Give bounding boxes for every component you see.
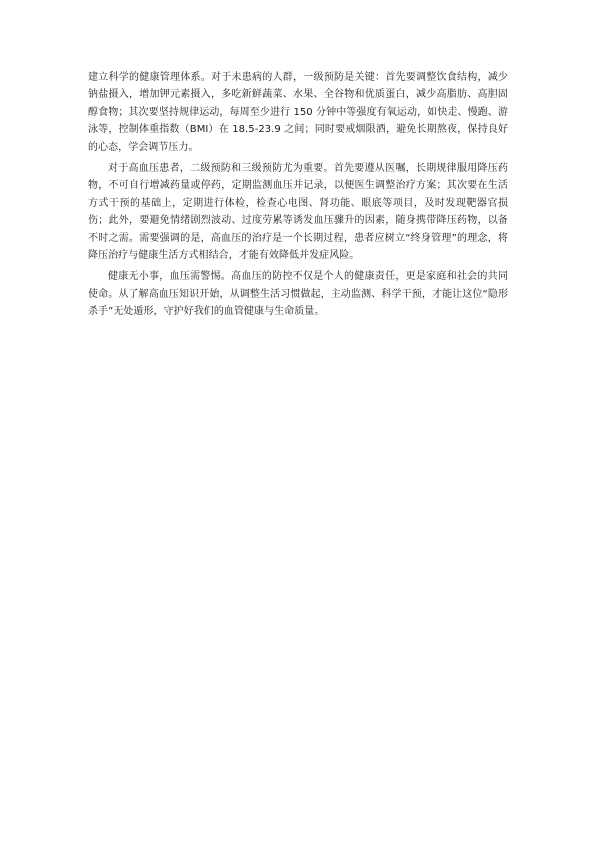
paragraph-primary-prevention: 建立科学的健康管理体系。对于未患病的人群，一级预防是关键：首先要调整饮食结构，减少钠盐摄入，增加钾元素摄入，多吃新鲜蔬菜、水果、全谷物和优质蛋白，减少高脂肪、高胆固醇食物；其次要坚持规律运动，每周至少进行 150 分钟中等强度有氧运动，如快走、慢跑、游泳等，控制体重指数（BMI）在 18.5-23.9 之间；同时要戒烟限酒，避免长期熬夜，保持良好的心态，学会调节压力。 — [88, 72, 508, 153]
paragraph-conclusion: 健康无小事，血压需警惕。高血压的防控不仅是个人的健康责任，更是家庭和社会的共同使命。从了解高血压知识开始，从调整生活习惯做起，主动监测、科学干预，才能让这位“隐形杀手”无处遁形，守护好我们的血管健康与生命质量。 — [88, 271, 508, 318]
document-body — [88, 69, 508, 325]
paragraph-secondary-prevention: 对于高血压患者，二级预防和三级预防尤为重要。首先要遵从医嘱，长期规律服用降压药物，不可自行增减药量或停药，定期监测血压并记录，以便医生调整治疗方案；其次要在生活方式干预的基础上，定期进行体检，检查心电图、肾功能、眼底等项目，及时发现靶器官损伤；此外，要避免情绪剧烈波动、过度劳累等诱发血压骤升的因素，随身携带降压药物，以备不时之需。需要强调的是，高血压的治疗是一个长期过程，患者应树立“终身管理”的理念，将降压治疗与健康生活方式相结合，才能有效降低并发症风险。 — [88, 163, 508, 262]
